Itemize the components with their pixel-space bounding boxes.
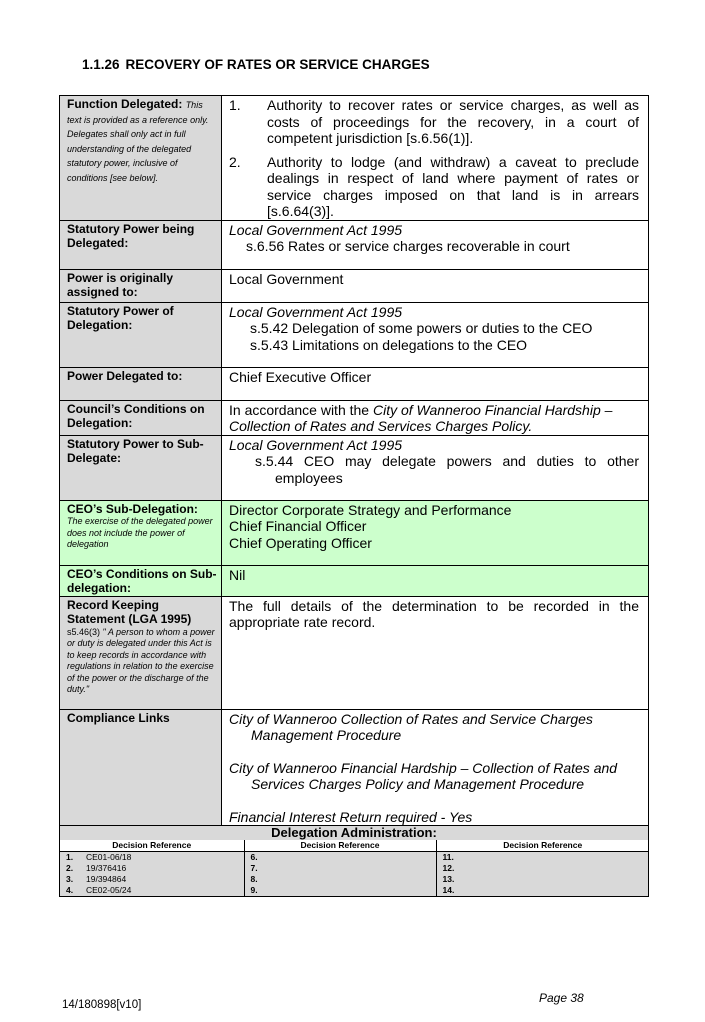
ceo-conditions-value: Nil [222,565,649,596]
delegated-to-label: Power Delegated to: [67,368,183,383]
compliance-label: Compliance Links [67,710,170,725]
power-of-delegation-line2: s.5.43 Limitations on delegations to the CEO [250,336,528,353]
decision-ref: 14. [442,885,455,895]
decision-ref: 6. [250,852,258,862]
original-power-value: Local Government [222,269,649,302]
record-keeping-quote: " A person to whom a power or duty is delegated under this Act is to keep records in accordance with regulations in relation to the exercise of the power or the discharge of the duty." [67,626,215,694]
document-reference: 14/180898[v10] [62,999,142,1011]
function-note: This text is provided as a reference only. Delegates shall only act in full understanding of the delegated statutory power, inclusive of conditions [see below]. [67,100,209,183]
council-conditions-prefix: In accordance with the [229,401,373,418]
sub-delegate-1: Director Corporate Strategy and Performance [229,501,512,518]
decision-ref: 9. [250,885,258,895]
function-label-cell [60,96,222,221]
delegation-table [59,95,649,897]
decision-table [60,840,649,896]
section-number: 1.1.26 [82,57,120,72]
sub-delegate-power-line: s.5.44 CEO may delegate powers and duties to other employees [255,453,639,486]
decision-ref: 3. 19/394864 [66,874,127,884]
record-keeping-label: Record Keeping Statement (LGA 1995) [67,597,192,626]
decision-ref: 7. [250,863,258,873]
statutory-power-row [60,220,649,269]
sub-delegate-3: Chief Operating Officer [229,534,372,551]
record-keeping-value: The full details of the determination to be recorded in the appropriate rate record. [222,596,649,709]
council-conditions-policy: City of Wanneroo Financial Hardship – Collection of Rates and Services Charges Policy. [229,401,613,434]
statutory-power-act: Local Government Act 1995 [229,221,403,238]
compliance-link-1[interactable]: City of Wanneroo Collection of Rates and Service Charges Management Procedure [229,710,593,743]
power-of-delegation-row [60,302,649,367]
delegated-to-value: Chief Executive Officer [222,367,649,400]
ceo-conditions-label: CEO’s Conditions on Sub-delegation: [67,566,217,595]
decision-ref: 11. [442,852,454,862]
council-conditions-row [60,400,649,435]
function-value-cell [222,96,649,221]
function-item: 1. Authority to recover rates or service charges, as well as costs of proceedings for the recovery, in a court of competent jurisdiction [s.6.56(1)]. [229,97,639,146]
function-item: 2. Authority to lodge (and withdraw) a caveat to preclude dealings in respect of land where payment of rates or service charges imposed on that land is in arrears [s.6.64(3)]. [229,153,639,219]
decision-col-2 [244,852,436,897]
decision-body-row [60,852,649,897]
ceo-sub-delegation-row [60,500,649,565]
record-keeping-row [60,596,649,709]
function-label: Function Delegated: [67,97,183,111]
section-title: RECOVERY OF RATES OR SERVICE CHARGES [125,57,430,72]
compliance-row [60,709,649,826]
ceo-conditions-row [60,565,649,596]
sub-delegate-2: Chief Financial Officer [229,518,367,534]
function-items [229,97,639,220]
decision-ref: 12. [442,863,455,873]
decision-ref: 4. CE02-05/24 [66,885,132,895]
power-of-delegation-label: Statutory Power of Delegation: [67,303,174,332]
decision-col-3 [436,852,649,897]
ceo-sub-delegation-label: CEO’s Sub-Delegation: [67,501,198,516]
decision-header: Decision Reference [436,840,649,852]
admin-title: Delegation Administration: [60,826,648,840]
decision-col-1 [60,852,244,897]
council-conditions-label: Council’s Conditions on Delegation: [67,401,205,430]
section-heading [82,57,430,72]
statutory-power-section: s.6.56 Rates or service charges recoverable in court [246,238,570,254]
decision-header: Decision Reference [60,840,244,852]
power-of-delegation-line1: s.5.42 Delegation of some powers or duties to the CEO [250,320,593,336]
function-row [60,96,649,221]
decision-header-row [60,840,649,852]
sub-delegate-power-act: Local Government Act 1995 [229,436,403,453]
delegated-to-row [60,367,649,400]
ceo-sub-delegation-note: The exercise of the delegated power does not include the power of delegation [67,516,213,549]
compliance-link-3: Financial Interest Return required - Yes [229,808,473,825]
power-of-delegation-act: Local Government Act 1995 [229,303,403,320]
admin-row [60,826,649,897]
decision-ref: 1. CE01-06/18 [66,852,132,862]
decision-ref: 8. [250,874,258,884]
sub-delegate-power-label: Statutory Power to Sub-Delegate: [67,436,204,465]
decision-ref: 13. [442,874,455,884]
decision-ref: 2. 19/376416 [66,863,127,873]
decision-header: Decision Reference [244,840,436,852]
sub-delegate-power-row [60,435,649,500]
record-keeping-ref: s5.46(3) [67,626,103,637]
original-power-label: Power is originally assigned to: [67,270,174,299]
statutory-power-label: Statutory Power being Delegated: [67,221,195,250]
original-power-row [60,269,649,302]
page-number: Page 38 [539,991,584,1005]
compliance-link-2[interactable]: City of Wanneroo Financial Hardship – Collection of Rates and Services Charges Policy and Management Procedure [229,759,618,792]
